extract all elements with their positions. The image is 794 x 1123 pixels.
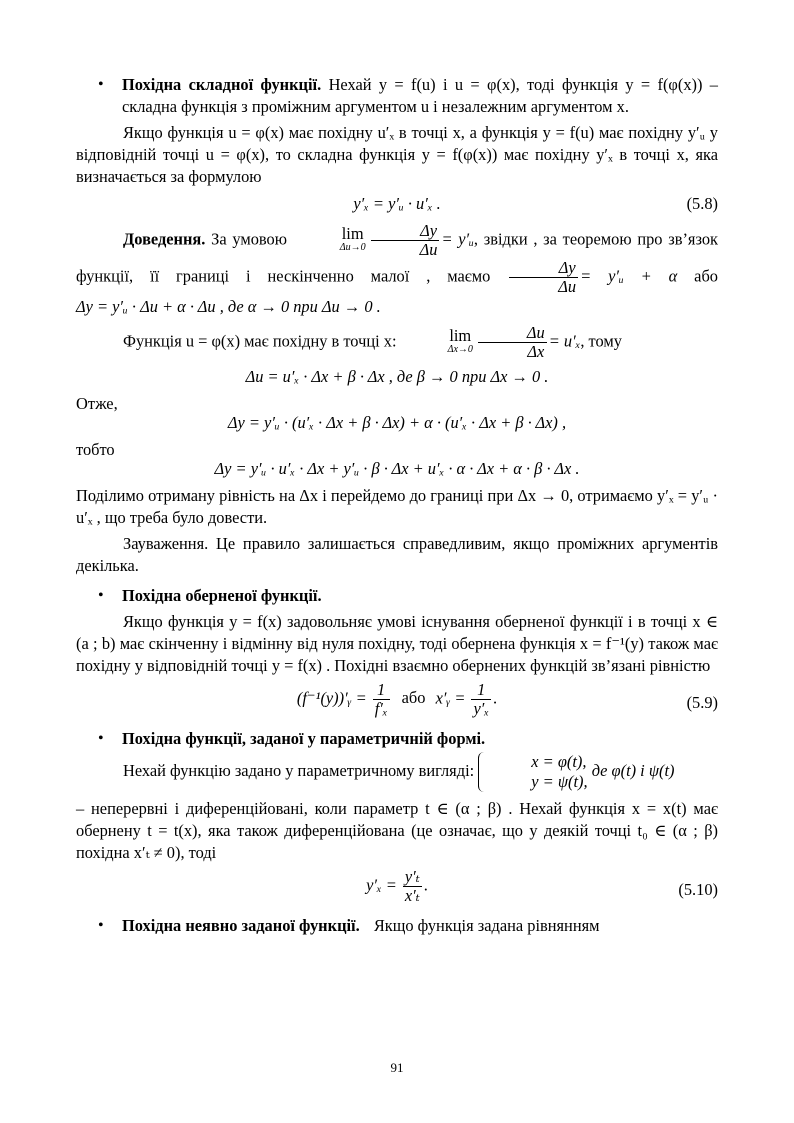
conjunction: або [401,688,426,708]
equation-text: Δy = y′ᵤ · (u′ₓ · Δx + β · Δx) + α · (u′ₓ · Δx + β · Δx) , [227,413,567,432]
system-line: x = φ(t), [531,752,587,771]
fraction [478,324,547,361]
equation-line [76,365,718,389]
formula-end: . [423,875,428,895]
fraction [373,681,390,718]
fraction-numerator: 1 [477,680,486,699]
formula-number: (5.10) [678,880,718,899]
formula-5-10 [76,868,718,905]
formula-number: (5.9) [686,693,718,712]
paragraph-text: Нехай функцію задано у параметричному вигляді: [123,760,475,780]
formula-lhs: (f⁻¹(y))′ᵧ = [296,688,367,708]
formula-lhs: x′ᵧ = [435,688,466,708]
section-intro: Нехай y = f(u) і u = φ(x), тоді функція y = f(φ(x)) – складна функція з проміжним аргументом u і незалежним аргументом x. [122,75,719,116]
limit-expression [401,325,473,357]
formula-expression: y′ₓ = y′ᵤ · u′ₓ . [353,194,441,213]
fraction [403,868,422,905]
paragraph: Отже, [76,394,118,413]
page-number: 91 [390,1060,404,1075]
fraction-denominator: x′ₜ [404,886,420,905]
section-text: Якщо функція задана рівнянням [373,916,600,935]
proof-text: За умовою [211,229,287,249]
fraction-numerator: 1 [377,680,386,699]
limit-word: lim [449,325,472,345]
equation-line: Δy = y′ᵤ · Δu + α · Δu , де α → 0 при Δu → 0 . [76,297,381,316]
limit-subscript: Δu→0 [339,241,366,253]
fraction-numerator: Δu [526,323,545,342]
paragraph [76,752,718,792]
formula-end: . [493,688,498,708]
section-title: Похідна функції, заданої у параметричній формі. [122,729,486,748]
fraction-denominator: Δx [478,342,547,361]
bullet-icon: • [98,730,104,747]
paragraph [76,324,718,361]
section-implicit-derivative [76,915,718,937]
proof-text: , звідки , за теоремою про зв’язок функції, її границі і нескінченно малої , маємо [76,229,718,286]
section-parametric-derivative [76,728,718,750]
fraction-denominator: f′ₓ [374,699,388,718]
fraction [509,259,578,296]
page-content [76,74,718,937]
bullet-icon: • [98,76,104,93]
proof-paragraph [76,222,718,318]
fraction-numerator: y′ₜ [404,867,420,886]
equation-line [76,457,718,481]
paragraph: Якщо функція y = f(x) задовольняє умові існування оберненої функції і в точці x ∈ (a ; b) має скінченну і відмінну від нуля похідну, тоді обернена функція x = f⁻¹(y) також має похідну у відповідній точці y = f(x) . Похідні взаємно обернених функцій зв’язані рівністю [76,612,718,675]
limit-word: lim [341,223,364,243]
limit-rhs: = u′ₓ [548,331,581,351]
paragraph: Якщо функція u = φ(x) має похідну u′ₓ в точці x, а функція y = f(u) має похідну y′ᵤ у відповідній точці u = φ(x), то складна функція y = f(φ(x)) має похідну y′ₓ в точці x, яка визначається за формулою [76,123,718,186]
paragraph-text: , тому [580,331,622,351]
limit-expression [293,223,366,255]
fraction-denominator: y′ₓ [473,699,490,718]
proof-label: Доведення. [123,229,206,249]
system-line: y = ψ(t), [531,772,588,791]
formula-5-9 [76,681,718,718]
equation-system [478,752,587,792]
fraction-numerator: Δy [558,258,576,277]
limit-subscript: Δx→0 [447,343,473,355]
conjunction: або [694,266,718,286]
equation-line [76,411,718,435]
paragraph: Поділимо отриману рівність на Δx і перейдемо до границі при Δx → 0, отримаємо y′ₓ = y′ᵤ · u′ₓ , що треба було довести. [76,486,718,527]
section-composite-derivative [76,74,718,118]
section-title: Похідна неявно заданої функції. [122,916,360,935]
section-inverse-derivative [76,585,718,607]
fraction [371,222,440,259]
formula-5-8 [76,192,718,216]
bullet-icon: • [98,587,104,604]
remark: Зауваження. Це правило залишається справедливим, якщо проміжних аргументів декілька. [76,534,718,575]
fraction-denominator: Δu [371,240,440,259]
limit-rhs: = y′ᵤ [441,229,474,249]
paragraph-text: Функція u = φ(x) має похідну в точці x: [123,331,397,351]
paragraph: тобто [76,440,115,459]
fraction-numerator: Δy [420,221,437,240]
fraction-rhs: = y′ᵤ + α [580,266,678,286]
formula-number: (5.8) [686,194,718,213]
section-title: Похідна оберненої функції. [122,586,322,605]
fraction-denominator: Δu [509,277,578,296]
formula-lhs: y′ₓ = [366,875,397,895]
fraction [471,681,491,718]
bullet-icon: • [98,917,104,934]
section-title: Похідна складної функції. [122,75,322,94]
paragraph: – неперервні і диференційовані, коли параметр t ∈ (α ; β) . Нехай функція x = x(t) має обернену t = t(x), яка також диференційована (це означає, що у деякій точці t₀ ∈ (α ; β) похідна x′ₜ ≠ 0), тоді [76,799,718,862]
equation-text: Δy = y′ᵤ · u′ₓ · Δx + y′ᵤ · β · Δx + u′ₓ · α · Δx + α · β · Δx . [214,459,580,478]
equation-text: Δu = u′ₓ · Δx + β · Δx , де β → 0 при Δx → 0 . [245,367,549,386]
paragraph-text: де φ(t) і ψ(t) [591,760,675,780]
